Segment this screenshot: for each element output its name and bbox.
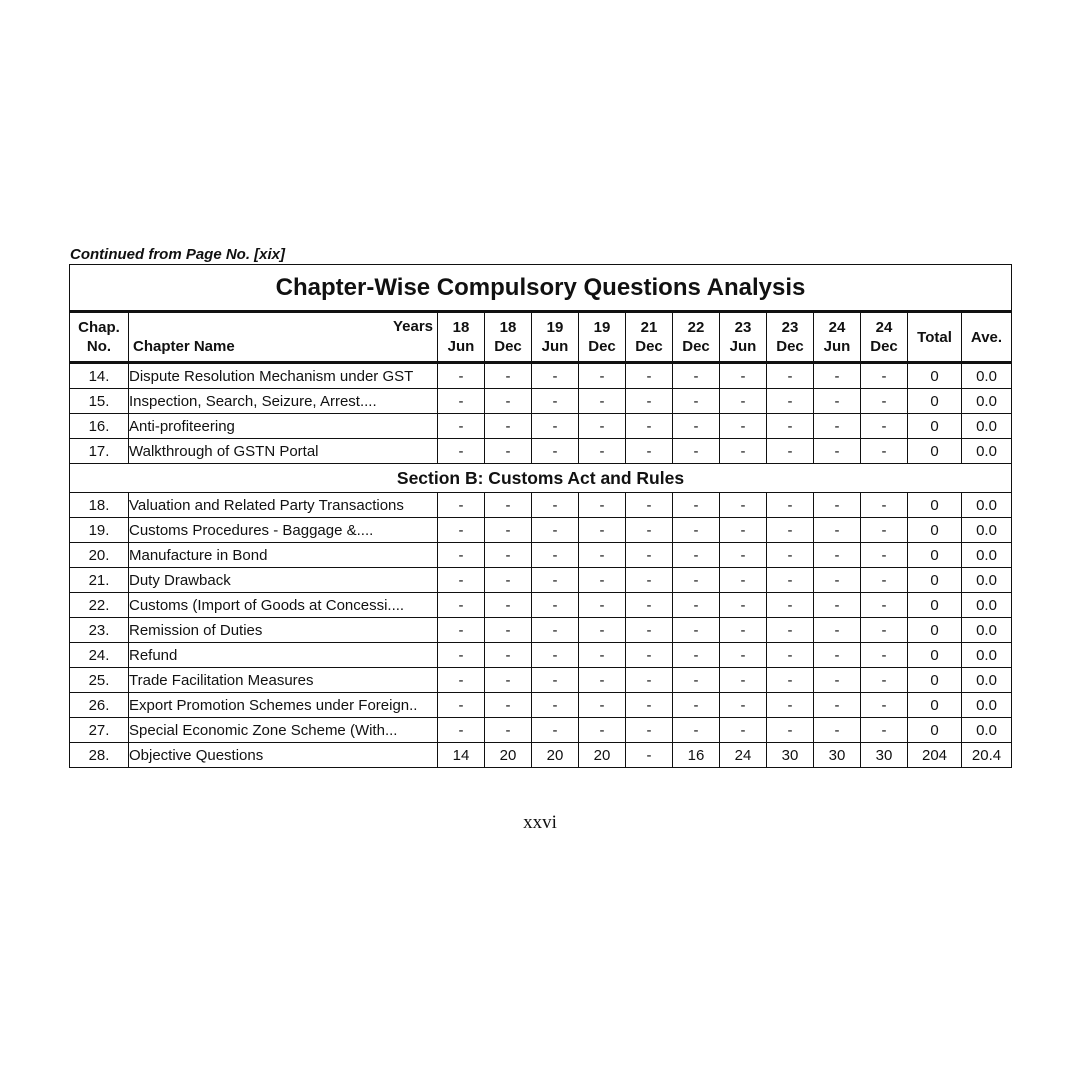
question-count: - xyxy=(626,363,673,389)
question-count: - xyxy=(532,718,579,743)
continued-note: Continued from Page No. [xix] xyxy=(70,246,286,263)
question-count: - xyxy=(673,643,720,668)
chapter-name: Duty Drawback xyxy=(129,568,438,593)
question-count: - xyxy=(532,439,579,464)
question-count: - xyxy=(767,414,814,439)
total-value: 0 xyxy=(908,518,962,543)
chapter-name: Dispute Resolution Mechanism under GST xyxy=(129,363,438,389)
header-row xyxy=(70,312,1012,363)
question-count: - xyxy=(438,518,485,543)
chapter-number: 20. xyxy=(70,543,129,568)
chapter-name: Special Economic Zone Scheme (With... xyxy=(129,718,438,743)
table-row xyxy=(70,363,1012,389)
question-count: - xyxy=(814,668,861,693)
question-count: - xyxy=(626,493,673,518)
question-count: - xyxy=(579,618,626,643)
question-count: - xyxy=(861,439,908,464)
average-value: 0.0 xyxy=(962,518,1012,543)
chapter-name: Customs (Import of Goods at Concessi.... xyxy=(129,593,438,618)
question-count: - xyxy=(626,718,673,743)
question-count: - xyxy=(438,718,485,743)
question-count: - xyxy=(532,593,579,618)
question-count: - xyxy=(579,668,626,693)
question-count: - xyxy=(438,363,485,389)
average-value: 0.0 xyxy=(962,693,1012,718)
total-value: 0 xyxy=(908,618,962,643)
question-count: - xyxy=(485,693,532,718)
question-count: - xyxy=(438,693,485,718)
question-count: - xyxy=(673,568,720,593)
question-count: - xyxy=(720,493,767,518)
question-count: - xyxy=(720,439,767,464)
question-count: - xyxy=(438,568,485,593)
average-value: 0.0 xyxy=(962,439,1012,464)
average-value: 0.0 xyxy=(962,414,1012,439)
question-count: - xyxy=(579,543,626,568)
question-count: - xyxy=(767,693,814,718)
question-count: - xyxy=(861,363,908,389)
question-count: - xyxy=(767,363,814,389)
question-count: - xyxy=(626,618,673,643)
table-row xyxy=(70,543,1012,568)
question-count: - xyxy=(485,389,532,414)
question-count: - xyxy=(579,389,626,414)
question-count: - xyxy=(767,593,814,618)
years-label: Years xyxy=(392,318,433,335)
question-count: - xyxy=(579,643,626,668)
table-body xyxy=(70,363,1012,768)
table-row xyxy=(70,718,1012,743)
question-count: - xyxy=(861,693,908,718)
chap-no-header xyxy=(70,312,129,363)
question-count: - xyxy=(814,363,861,389)
question-count: - xyxy=(767,518,814,543)
question-count: - xyxy=(532,389,579,414)
table-row xyxy=(70,618,1012,643)
question-count: - xyxy=(485,518,532,543)
total-header: Total xyxy=(908,312,962,363)
question-count: - xyxy=(626,543,673,568)
total-value: 0 xyxy=(908,568,962,593)
question-count: - xyxy=(579,693,626,718)
question-count: - xyxy=(532,414,579,439)
average-value: 0.0 xyxy=(962,568,1012,593)
question-count: - xyxy=(767,568,814,593)
question-count: - xyxy=(626,439,673,464)
period-header: 18 Jun xyxy=(438,312,485,363)
question-count: - xyxy=(532,568,579,593)
question-count: - xyxy=(532,493,579,518)
average-value: 20.4 xyxy=(962,743,1012,768)
chapter-number: 17. xyxy=(70,439,129,464)
question-count: - xyxy=(861,493,908,518)
question-count: - xyxy=(814,618,861,643)
question-count: - xyxy=(485,493,532,518)
question-count: - xyxy=(720,668,767,693)
chapter-number: 15. xyxy=(70,389,129,414)
total-value: 0 xyxy=(908,693,962,718)
chapter-number: 25. xyxy=(70,668,129,693)
chapter-name: Customs Procedures - Baggage &.... xyxy=(129,518,438,543)
chapter-name: Refund xyxy=(129,643,438,668)
table-row xyxy=(70,693,1012,718)
period-header: 19 Jun xyxy=(532,312,579,363)
question-count: - xyxy=(485,718,532,743)
total-value: 0 xyxy=(908,414,962,439)
total-value: 0 xyxy=(908,643,962,668)
table-title: Chapter-Wise Compulsory Questions Analysis xyxy=(70,265,1012,312)
question-count: - xyxy=(861,568,908,593)
chapter-number: 18. xyxy=(70,493,129,518)
question-count: 20 xyxy=(532,743,579,768)
question-count: - xyxy=(814,518,861,543)
question-count: - xyxy=(814,389,861,414)
chapter-name: Valuation and Related Party Transactions xyxy=(129,493,438,518)
chapter-name: Export Promotion Schemes under Foreign.. xyxy=(129,693,438,718)
question-count: - xyxy=(579,518,626,543)
table-row xyxy=(70,568,1012,593)
period-header: 23 Jun xyxy=(720,312,767,363)
question-count: - xyxy=(673,718,720,743)
chapter-number: 16. xyxy=(70,414,129,439)
question-count: - xyxy=(532,518,579,543)
question-count: - xyxy=(720,389,767,414)
chapter-name-header xyxy=(129,312,438,363)
table-row xyxy=(70,493,1012,518)
question-count: - xyxy=(861,414,908,439)
period-header: 24 Jun xyxy=(814,312,861,363)
question-count: - xyxy=(485,414,532,439)
question-count: 14 xyxy=(438,743,485,768)
question-count: - xyxy=(438,439,485,464)
page-number: xxvi xyxy=(523,812,557,833)
total-value: 0 xyxy=(908,389,962,414)
question-count: - xyxy=(861,668,908,693)
question-count: - xyxy=(814,414,861,439)
question-count: - xyxy=(814,543,861,568)
question-count: - xyxy=(720,593,767,618)
average-value: 0.0 xyxy=(962,543,1012,568)
total-value: 0 xyxy=(908,593,962,618)
question-count: - xyxy=(861,389,908,414)
chapter-number: 28. xyxy=(70,743,129,768)
question-count: - xyxy=(720,414,767,439)
question-count: - xyxy=(626,743,673,768)
question-count: - xyxy=(673,389,720,414)
table-row xyxy=(70,743,1012,768)
average-value: 0.0 xyxy=(962,643,1012,668)
question-count: - xyxy=(438,543,485,568)
question-count: - xyxy=(673,493,720,518)
question-count: - xyxy=(438,668,485,693)
question-count: 20 xyxy=(579,743,626,768)
question-count: - xyxy=(579,718,626,743)
question-count: - xyxy=(720,518,767,543)
table-row xyxy=(70,668,1012,693)
question-count: - xyxy=(720,618,767,643)
period-header: 19 Dec xyxy=(579,312,626,363)
chapter-number: 24. xyxy=(70,643,129,668)
question-count: 20 xyxy=(485,743,532,768)
question-count: - xyxy=(720,718,767,743)
section-header-row xyxy=(70,464,1012,493)
question-count: - xyxy=(767,618,814,643)
question-count: - xyxy=(485,439,532,464)
chapter-number: 23. xyxy=(70,618,129,643)
question-count: - xyxy=(579,593,626,618)
question-count: - xyxy=(720,643,767,668)
question-count: - xyxy=(814,593,861,618)
average-value: 0.0 xyxy=(962,668,1012,693)
question-count: - xyxy=(861,518,908,543)
question-count: - xyxy=(767,543,814,568)
question-count: 30 xyxy=(814,743,861,768)
question-count: - xyxy=(532,668,579,693)
question-count: - xyxy=(814,568,861,593)
question-count: - xyxy=(814,643,861,668)
question-count: - xyxy=(579,414,626,439)
question-count: - xyxy=(438,643,485,668)
period-header: 21 Dec xyxy=(626,312,673,363)
chapter-name: Remission of Duties xyxy=(129,618,438,643)
question-count: - xyxy=(579,363,626,389)
chapter-number: 26. xyxy=(70,693,129,718)
question-count: - xyxy=(720,693,767,718)
chap-no-header-line1: Chap. xyxy=(78,319,120,336)
question-count: - xyxy=(579,568,626,593)
question-count: - xyxy=(532,618,579,643)
total-value: 0 xyxy=(908,439,962,464)
question-count: - xyxy=(767,643,814,668)
section-title: Section B: Customs Act and Rules xyxy=(70,464,1012,493)
chapter-name: Trade Facilitation Measures xyxy=(129,668,438,693)
table-row xyxy=(70,414,1012,439)
question-count: - xyxy=(438,414,485,439)
table-row xyxy=(70,518,1012,543)
question-count: - xyxy=(673,618,720,643)
question-count: - xyxy=(626,568,673,593)
question-count: - xyxy=(485,668,532,693)
question-count: - xyxy=(532,693,579,718)
question-count: - xyxy=(673,593,720,618)
question-count: - xyxy=(626,693,673,718)
average-value: 0.0 xyxy=(962,389,1012,414)
question-count: - xyxy=(438,618,485,643)
average-header: Ave. xyxy=(962,312,1012,363)
question-count: - xyxy=(438,389,485,414)
question-count: - xyxy=(485,363,532,389)
question-count: - xyxy=(767,718,814,743)
chapter-name-label: Chapter Name xyxy=(133,338,235,355)
question-count: - xyxy=(485,643,532,668)
question-count: - xyxy=(438,493,485,518)
table-row xyxy=(70,593,1012,618)
question-count: - xyxy=(485,543,532,568)
total-value: 0 xyxy=(908,718,962,743)
chapter-name: Walkthrough of GSTN Portal xyxy=(129,439,438,464)
period-header: 24 Dec xyxy=(861,312,908,363)
period-header: 18 Dec xyxy=(485,312,532,363)
table-row xyxy=(70,439,1012,464)
question-count: - xyxy=(626,593,673,618)
chapter-name: Manufacture in Bond xyxy=(129,543,438,568)
question-count: - xyxy=(767,493,814,518)
question-count: - xyxy=(673,439,720,464)
table-row xyxy=(70,643,1012,668)
chapter-name: Anti-profiteering xyxy=(129,414,438,439)
question-count: - xyxy=(861,643,908,668)
question-count: - xyxy=(626,643,673,668)
chapter-name: Objective Questions xyxy=(129,743,438,768)
chap-no-header-line2: No. xyxy=(86,338,112,355)
question-count: - xyxy=(814,693,861,718)
question-count: - xyxy=(861,543,908,568)
question-count: - xyxy=(673,543,720,568)
chapter-number: 27. xyxy=(70,718,129,743)
question-count: - xyxy=(579,493,626,518)
question-count: - xyxy=(626,518,673,543)
average-value: 0.0 xyxy=(962,493,1012,518)
question-count: - xyxy=(485,618,532,643)
question-count: - xyxy=(438,593,485,618)
question-count: - xyxy=(673,668,720,693)
question-count: - xyxy=(626,668,673,693)
chapter-number: 22. xyxy=(70,593,129,618)
question-count: - xyxy=(767,668,814,693)
question-count: - xyxy=(720,543,767,568)
question-count: - xyxy=(767,389,814,414)
period-header: 23 Dec xyxy=(767,312,814,363)
question-count: - xyxy=(673,414,720,439)
question-count: 16 xyxy=(673,743,720,768)
question-count: - xyxy=(673,518,720,543)
question-count: - xyxy=(767,439,814,464)
average-value: 0.0 xyxy=(962,718,1012,743)
average-value: 0.0 xyxy=(962,593,1012,618)
question-count: - xyxy=(532,363,579,389)
question-count: - xyxy=(673,363,720,389)
question-count: - xyxy=(532,643,579,668)
question-count: - xyxy=(720,568,767,593)
question-count: 30 xyxy=(767,743,814,768)
question-count: - xyxy=(579,439,626,464)
question-count: - xyxy=(720,363,767,389)
table-row xyxy=(70,389,1012,414)
question-count: 30 xyxy=(861,743,908,768)
total-value: 0 xyxy=(908,543,962,568)
question-count: - xyxy=(485,568,532,593)
period-header: 22 Dec xyxy=(673,312,720,363)
question-count: - xyxy=(673,693,720,718)
total-value: 0 xyxy=(908,363,962,389)
question-count: - xyxy=(814,718,861,743)
question-count: 24 xyxy=(720,743,767,768)
analysis-table xyxy=(69,264,1012,768)
question-count: - xyxy=(861,593,908,618)
chapter-number: 14. xyxy=(70,363,129,389)
chapter-number: 19. xyxy=(70,518,129,543)
question-count: - xyxy=(814,439,861,464)
average-value: 0.0 xyxy=(962,618,1012,643)
question-count: - xyxy=(626,389,673,414)
question-count: - xyxy=(861,618,908,643)
average-value: 0.0 xyxy=(962,363,1012,389)
total-value: 0 xyxy=(908,668,962,693)
total-value: 204 xyxy=(908,743,962,768)
question-count: - xyxy=(626,414,673,439)
question-count: - xyxy=(485,593,532,618)
question-count: - xyxy=(814,493,861,518)
total-value: 0 xyxy=(908,493,962,518)
question-count: - xyxy=(861,718,908,743)
question-count: - xyxy=(532,543,579,568)
chapter-name: Inspection, Search, Seizure, Arrest.... xyxy=(129,389,438,414)
chapter-number: 21. xyxy=(70,568,129,593)
